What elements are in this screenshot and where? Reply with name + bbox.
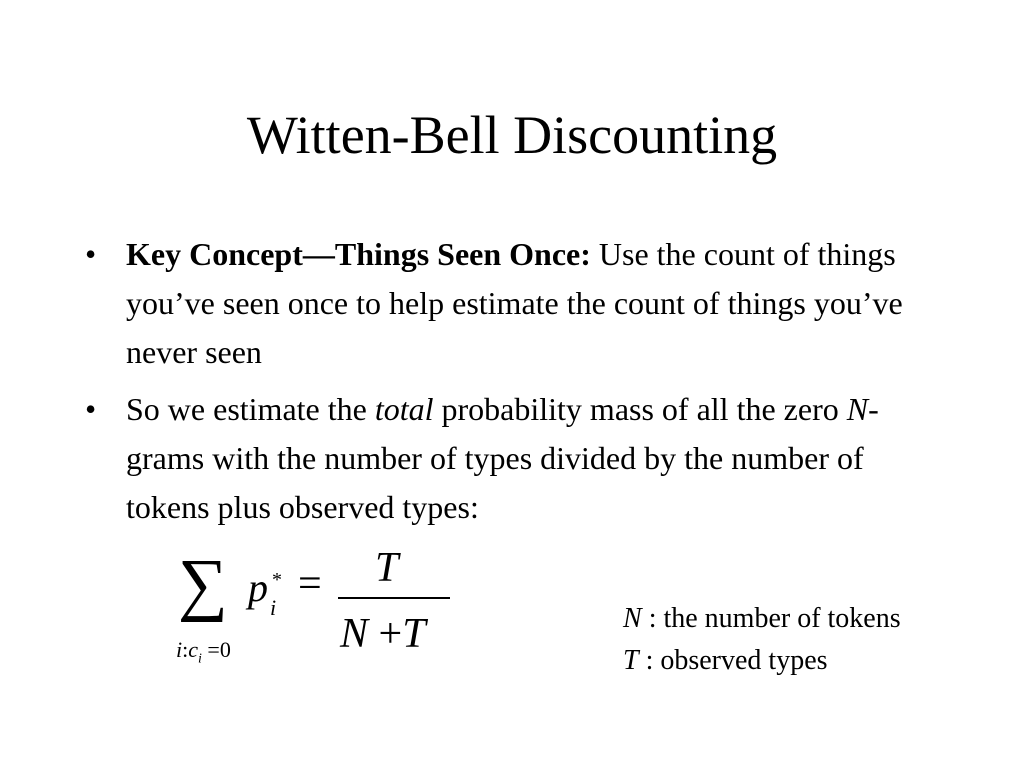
formula-subscript-i: i — [270, 595, 277, 620]
bullet-icon: • — [85, 236, 97, 272]
key-concept-text: Use the count of things you’ve seen once to help estimate the count of things you’ve never seen — [126, 236, 903, 370]
estimate-text-mid: probability mass of all the zero — [433, 391, 847, 427]
estimate-text-post: -grams with the number of types divided by the number of tokens plus observed types: — [126, 391, 879, 525]
formula-equals: = — [298, 561, 322, 607]
legend-item-t — [623, 640, 901, 682]
key-concept-label: Key Concept—Things Seen Once: — [126, 236, 591, 272]
legend-text-t: : observed types — [638, 645, 828, 676]
legend-item-n — [623, 598, 901, 640]
formula-p: p — [248, 565, 268, 610]
limit-eq: =0 — [201, 637, 231, 662]
summation-symbol: ∑ — [178, 546, 228, 623]
fraction-line — [338, 597, 450, 599]
denominator-t: T — [402, 611, 426, 657]
formula-numerator: T — [375, 545, 399, 591]
denominator-plus: + — [368, 611, 403, 657]
bullet-icon: • — [85, 391, 97, 427]
limit-c: c — [188, 637, 199, 662]
estimate-text-italic-n: N — [846, 391, 869, 427]
formula-star: * — [272, 569, 282, 591]
witten-bell-formula — [170, 535, 470, 675]
limit-sub-i: i — [198, 651, 202, 667]
formula-legend — [623, 598, 901, 682]
estimate-text-pre: So we estimate the — [126, 391, 375, 427]
legend-symbol-n: N — [623, 603, 642, 634]
estimate-text-italic-total: total — [374, 391, 434, 427]
formula-denominator — [340, 609, 426, 659]
bullet-list — [85, 230, 945, 540]
limit-i: i — [176, 637, 183, 662]
limit-colon: : — [182, 637, 189, 662]
summation-limit — [176, 637, 231, 672]
denominator-n: N — [340, 611, 369, 657]
bullet-item-key-concept — [85, 230, 945, 377]
bullet-item-estimate — [85, 385, 945, 532]
legend-text-n: : the number of tokens — [641, 603, 901, 634]
slide-title: Witten-Bell Discounting — [246, 105, 778, 165]
legend-symbol-t: T — [623, 645, 639, 676]
